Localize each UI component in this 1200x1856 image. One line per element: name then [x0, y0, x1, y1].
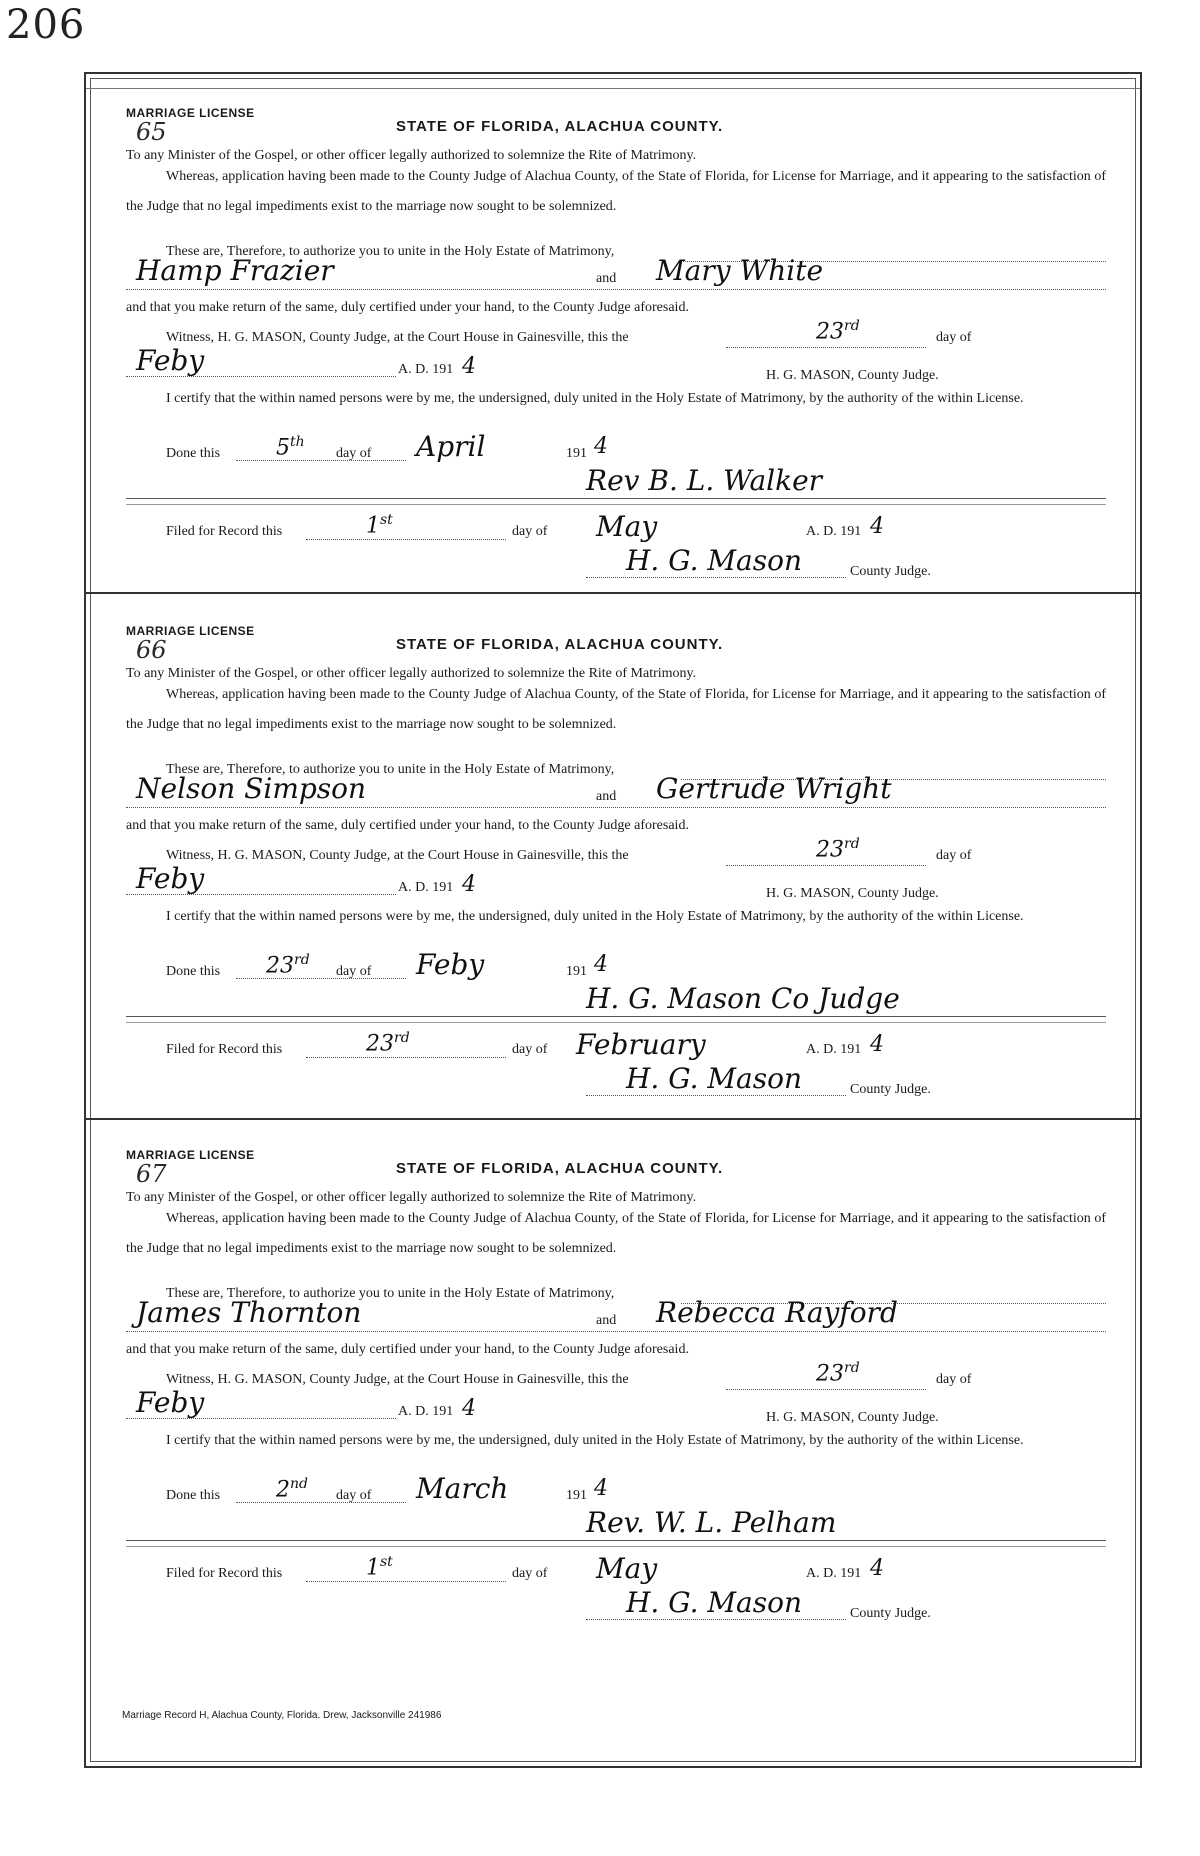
filed-year: 4 — [870, 1556, 884, 1581]
these-are-line: These are, Therefore, to authorize you to unite in the Holy Estate of Matrimony, — [166, 762, 615, 777]
bride-name: Gertrude Wright — [656, 772, 892, 805]
county-judge-label: County Judge. — [850, 564, 931, 579]
to-any-minister: To any Minister of the Gospel, or other officer legally authorized to solemnize the Rite of Matrimony. — [126, 666, 697, 681]
done-month: April — [416, 430, 486, 463]
witness-month: Feby — [136, 344, 205, 377]
done-this-label: Done this — [166, 964, 221, 979]
filed-ad-label: A. D. 191 — [806, 1042, 862, 1057]
day-of-label: day of — [936, 330, 972, 345]
done-this-label: Done this — [166, 1488, 221, 1503]
witness-year: 4 — [462, 872, 476, 897]
return-line: and that you make return of the same, duly certified under your hand, to the County Judge aforesaid. — [126, 1342, 689, 1357]
done-year-label: 191 — [566, 446, 587, 461]
filed-day-of: day of — [512, 524, 548, 539]
judge-signature: H. G. MASON, County Judge. — [766, 368, 939, 383]
witness-day: 23rd — [816, 1360, 860, 1387]
and-label: and — [596, 789, 617, 804]
whereas-paragraph: Whereas, application having been made to the County Judge of Alachua County, of the State of Florida, for License for Marriage, and it appearing to the satisfaction of the Judge that no legal impediments exist to the marriage now sought to be solemnized. — [126, 169, 1106, 214]
license-label: MARRIAGE LICENSE — [126, 624, 255, 638]
license-number: 66 — [136, 636, 167, 664]
and-label: and — [596, 271, 617, 286]
filed-ad-label: A. D. 191 — [806, 524, 862, 539]
filed-day-of: day of — [512, 1042, 548, 1057]
judge-signature: H. G. MASON, County Judge. — [766, 1410, 939, 1425]
return-line: and that you make return of the same, duly certified under your hand, to the County Judge aforesaid. — [126, 818, 689, 833]
whereas-paragraph: Whereas, application having been made to the County Judge of Alachua County, of the State of Florida, for License for Marriage, and it appearing to the satisfaction of the Judge that no legal impediments exist to the marriage now sought to be solemnized. — [126, 687, 1106, 732]
filed-signature: H. G. Mason — [626, 1586, 803, 1619]
filed-label: Filed for Record this — [166, 1042, 283, 1057]
these-are-line: These are, Therefore, to authorize you to unite in the Holy Estate of Matrimony, — [166, 1286, 615, 1301]
witness-month: Feby — [136, 1386, 205, 1419]
done-day-of: day of — [336, 964, 372, 979]
officiant-signature: H. G. Mason Co Judge — [586, 982, 900, 1015]
done-year-label: 191 — [566, 1488, 587, 1503]
county-judge-label: County Judge. — [850, 1606, 931, 1621]
certify-paragraph: I certify that the within named persons were by me, the undersigned, duly united in the Holy Estate of Matrimony, by the authority of the within License. — [166, 909, 1024, 924]
filed-signature: H. G. Mason — [626, 544, 803, 577]
bride-name: Rebecca Rayford — [656, 1296, 898, 1329]
day-of-label: day of — [936, 848, 972, 863]
these-are-line: These are, Therefore, to authorize you to unite in the Holy Estate of Matrimony, — [166, 244, 615, 259]
state-heading: STATE OF FLORIDA, ALACHUA COUNTY. — [396, 1160, 724, 1177]
done-day: 2nd — [276, 1476, 308, 1503]
license-number: 67 — [136, 1160, 167, 1188]
done-month: March — [416, 1472, 509, 1505]
record-frame — [84, 72, 1142, 1768]
ad-label: A. D. 191 — [398, 1404, 454, 1419]
done-month: Feby — [416, 948, 485, 981]
certify-paragraph: I certify that the within named persons were by me, the undersigned, duly united in the Holy Estate of Matrimony, by the authority of the within License. — [166, 391, 1024, 406]
page-number: 206 — [6, 2, 86, 48]
filed-ad-label: A. D. 191 — [806, 1566, 862, 1581]
license-label: MARRIAGE LICENSE — [126, 1148, 255, 1162]
ad-label: A. D. 191 — [398, 362, 454, 377]
return-line: and that you make return of the same, duly certified under your hand, to the County Judge aforesaid. — [126, 300, 689, 315]
done-year: 4 — [594, 952, 608, 977]
filed-year: 4 — [870, 514, 884, 539]
bride-name: Mary White — [656, 254, 824, 287]
filed-label: Filed for Record this — [166, 524, 283, 539]
license-label: MARRIAGE LICENSE — [126, 106, 255, 120]
filed-label: Filed for Record this — [166, 1566, 283, 1581]
certify-paragraph: I certify that the within named persons were by me, the undersigned, duly united in the Holy Estate of Matrimony, by the authority of the within License. — [166, 1433, 1024, 1448]
done-day-of: day of — [336, 1488, 372, 1503]
done-year-label: 191 — [566, 964, 587, 979]
day-of-label: day of — [936, 1372, 972, 1387]
state-heading: STATE OF FLORIDA, ALACHUA COUNTY. — [396, 636, 724, 653]
done-year: 4 — [594, 434, 608, 459]
filed-day: 1st — [366, 1554, 393, 1581]
witness-line: Witness, H. G. MASON, County Judge, at the Court House in Gainesville, this the — [166, 848, 629, 863]
witness-year: 4 — [462, 1396, 476, 1421]
done-day-of: day of — [336, 446, 372, 461]
whereas-paragraph: Whereas, application having been made to the County Judge of Alachua County, of the State of Florida, for License for Marriage, and it appearing to the satisfaction of the Judge that no legal impediments exist to the marriage now sought to be solemnized. — [126, 1211, 1106, 1256]
officiant-signature: Rev. W. L. Pelham — [586, 1506, 837, 1539]
groom-name: James Thornton — [136, 1296, 362, 1329]
officiant-signature: Rev B. L. Walker — [586, 464, 823, 497]
done-day: 23rd — [266, 952, 310, 979]
filed-month: May — [596, 1552, 658, 1585]
filed-signature: H. G. Mason — [626, 1062, 803, 1095]
to-any-minister: To any Minister of the Gospel, or other officer legally authorized to solemnize the Rite of Matrimony. — [126, 148, 697, 163]
top-rule — [86, 88, 1140, 89]
done-year: 4 — [594, 1476, 608, 1501]
and-label: and — [596, 1313, 617, 1328]
groom-name: Hamp Frazier — [136, 254, 334, 287]
witness-month: Feby — [136, 862, 205, 895]
county-judge-label: County Judge. — [850, 1082, 931, 1097]
judge-signature: H. G. MASON, County Judge. — [766, 886, 939, 901]
witness-day: 23rd — [816, 318, 860, 345]
filed-day: 23rd — [366, 1030, 410, 1057]
witness-line: Witness, H. G. MASON, County Judge, at the Court House in Gainesville, this the — [166, 1372, 629, 1387]
ad-label: A. D. 191 — [398, 880, 454, 895]
filed-month: February — [576, 1028, 706, 1061]
done-day: 5th — [276, 434, 305, 461]
printer-footer: Marriage Record H, Alachua County, Florida. Drew, Jacksonville 241986 — [122, 1710, 442, 1721]
filed-day-of: day of — [512, 1566, 548, 1581]
to-any-minister: To any Minister of the Gospel, or other officer legally authorized to solemnize the Rite of Matrimony. — [126, 1190, 697, 1205]
license-number: 65 — [136, 118, 167, 146]
done-this-label: Done this — [166, 446, 221, 461]
filed-month: May — [596, 510, 658, 543]
groom-name: Nelson Simpson — [136, 772, 367, 805]
witness-line: Witness, H. G. MASON, County Judge, at the Court House in Gainesville, this the — [166, 330, 629, 345]
filed-day: 1st — [366, 512, 393, 539]
witness-year: 4 — [462, 354, 476, 379]
state-heading: STATE OF FLORIDA, ALACHUA COUNTY. — [396, 118, 724, 135]
witness-day: 23rd — [816, 836, 860, 863]
filed-year: 4 — [870, 1032, 884, 1057]
